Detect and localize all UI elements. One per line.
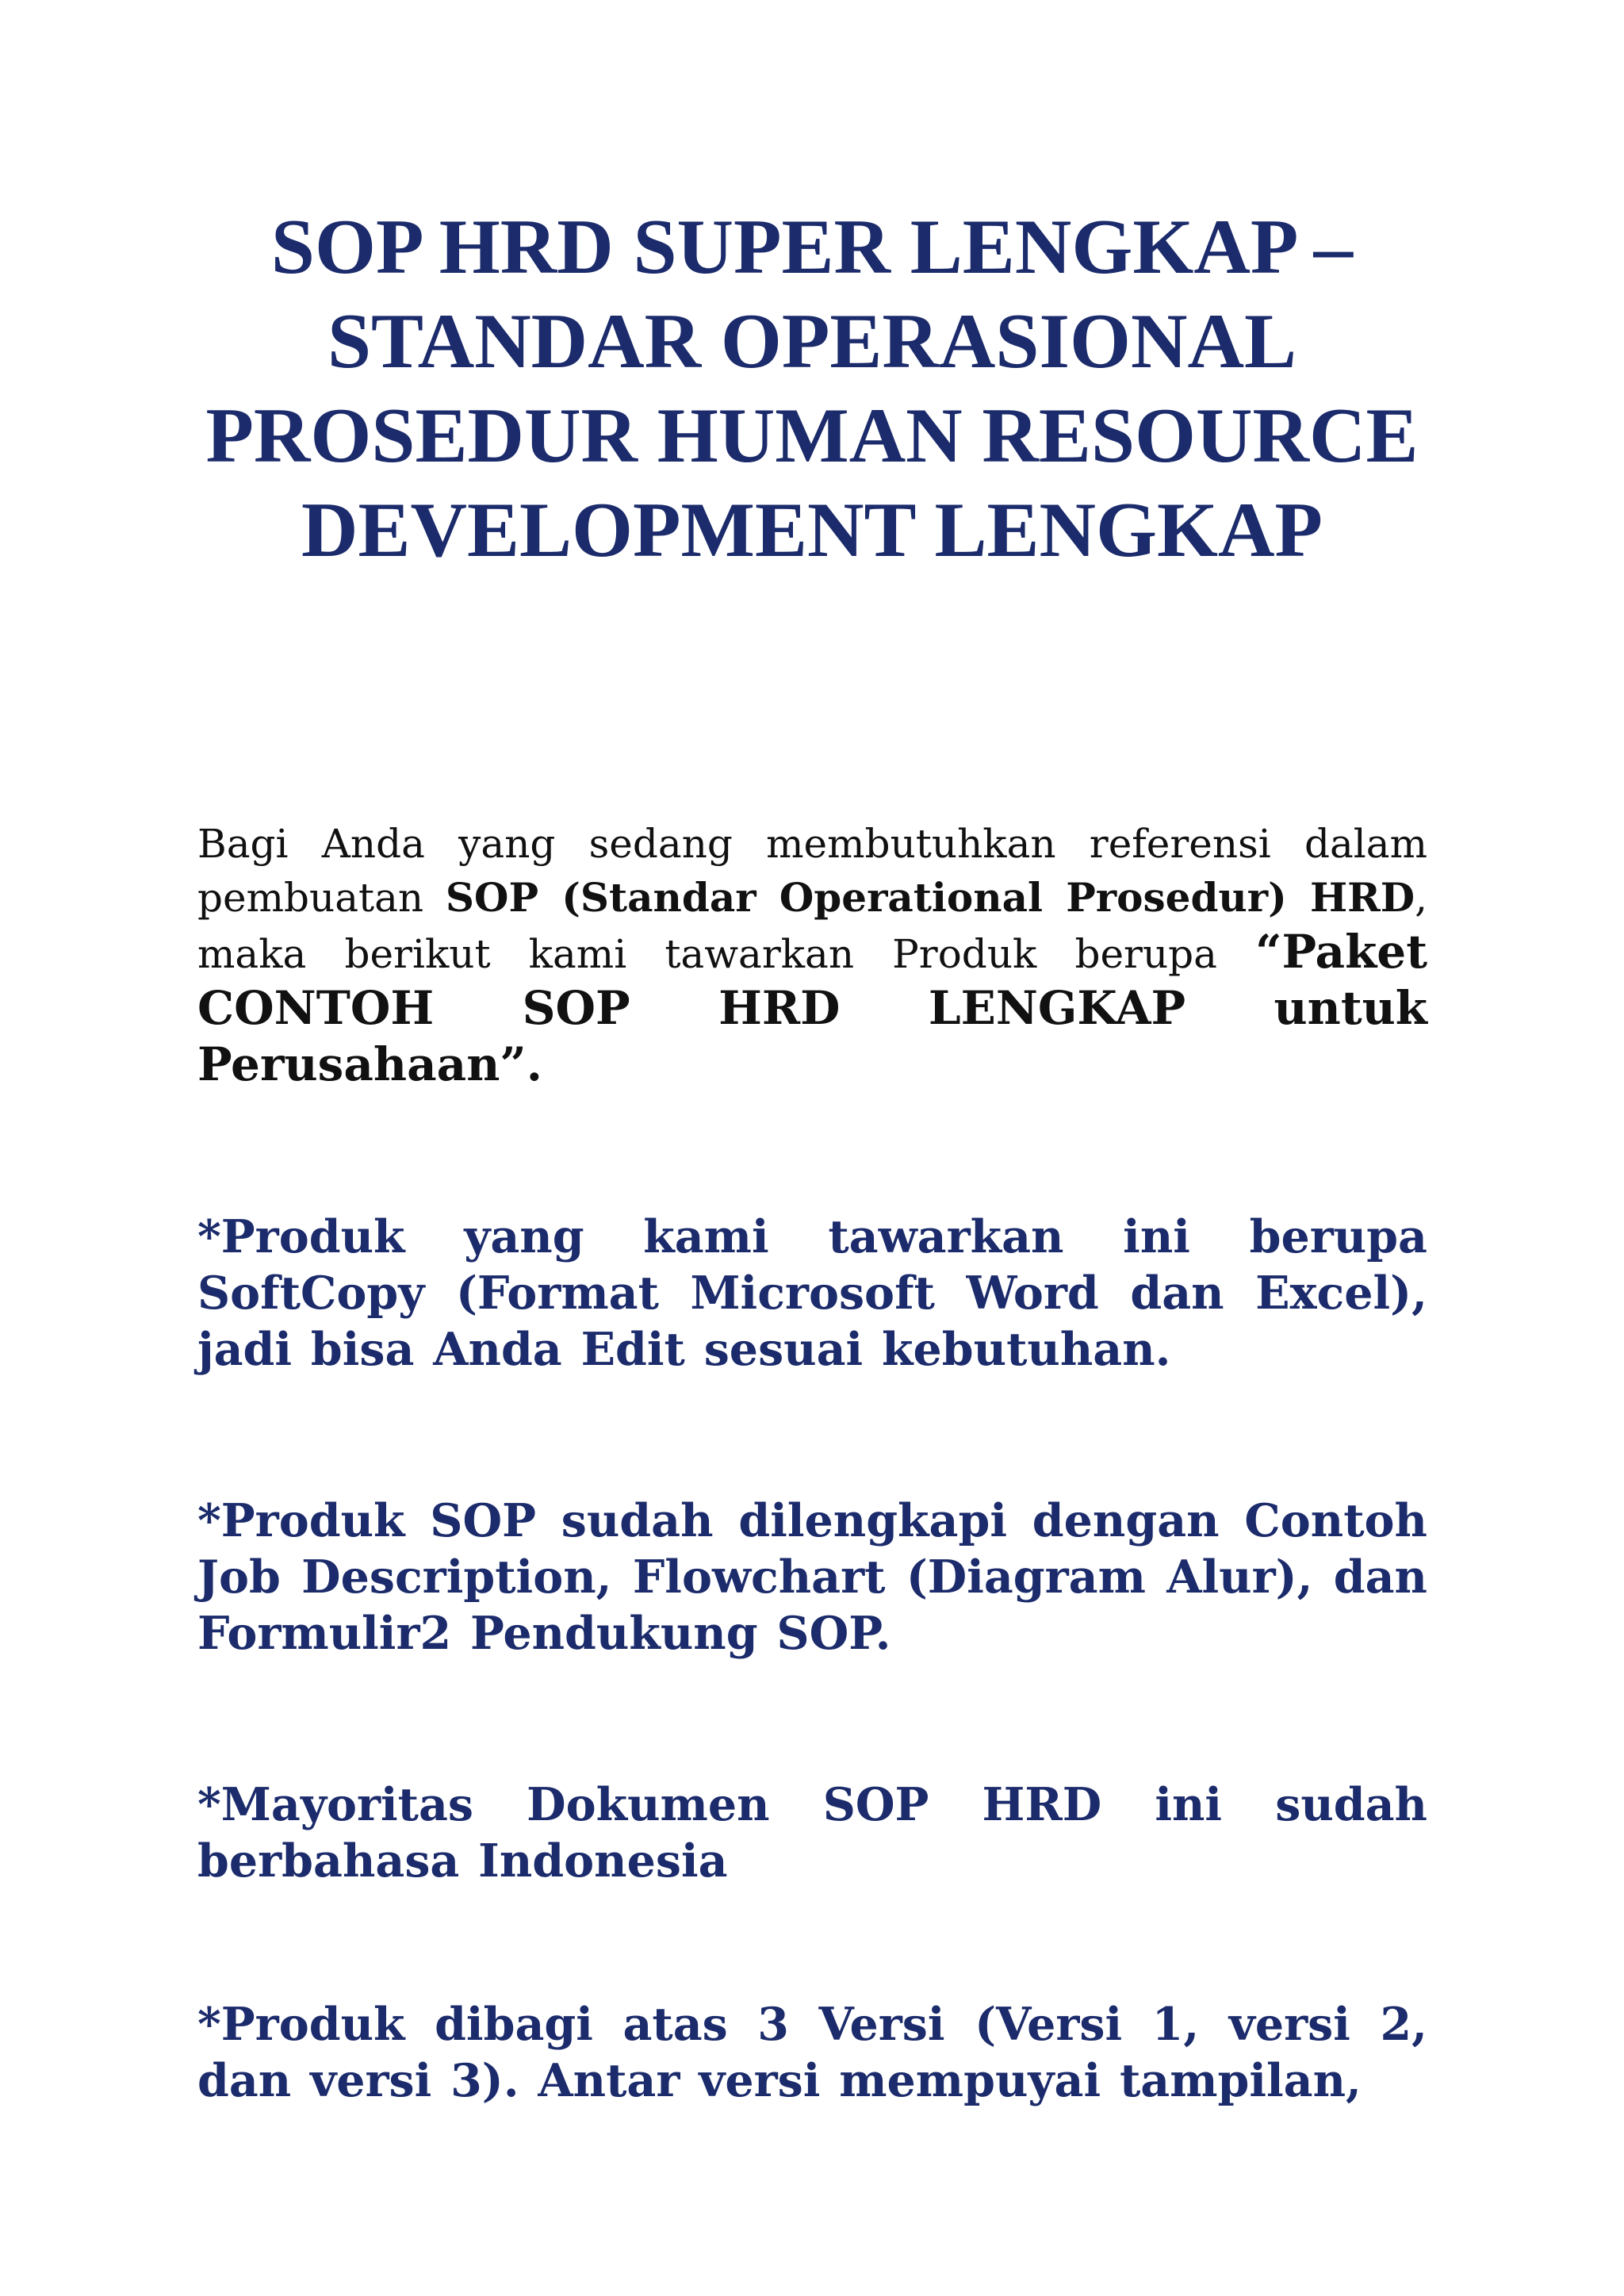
document-title: SOP HRD SUPER LENGKAP – STANDAR OPERASIONAL PROSEDUR HUMAN RESOURCE DEVELOPMENT LENGKAP — [205, 204, 1419, 573]
intro-sop-emphasis: SOP (Standar Operational Prosedur) HRD — [445, 874, 1415, 921]
point-softcopy: *Produk yang kami tawarkan ini berupa SoftCopy (Format Microsoft Word dan Excel), jadi bisa Anda Edit sesuai kebutuhan. — [197, 1210, 1427, 1376]
intro-product-name: “Paket CONTOH SOP HRD LENGKAP untuk Perusahaan”. — [197, 925, 1427, 1091]
point-versions: *Produk dibagi atas 3 Versi (Versi 1, versi 2, dan versi 3). Antar versi mempuyai tampilan, — [197, 1998, 1427, 2107]
point-job-description: *Produk SOP sudah dilengkapi dengan Contoh Job Description, Flowchart (Diagram Alur), dan Formulir2 Pendukung SOP. — [197, 1494, 1427, 1660]
intro-text-2: , maka berikut kami tawarkan Produk berupa — [197, 875, 1428, 977]
intro-paragraph — [197, 817, 1427, 1094]
point-bahasa-indonesia: *Mayoritas Dokumen SOP HRD ini sudah berbahasa Indonesia — [197, 1778, 1427, 1888]
intro-text-1: Bagi Anda yang sedang membutuhkan referensi dalam pembuatan — [197, 821, 1427, 921]
document-body — [197, 817, 1427, 2109]
